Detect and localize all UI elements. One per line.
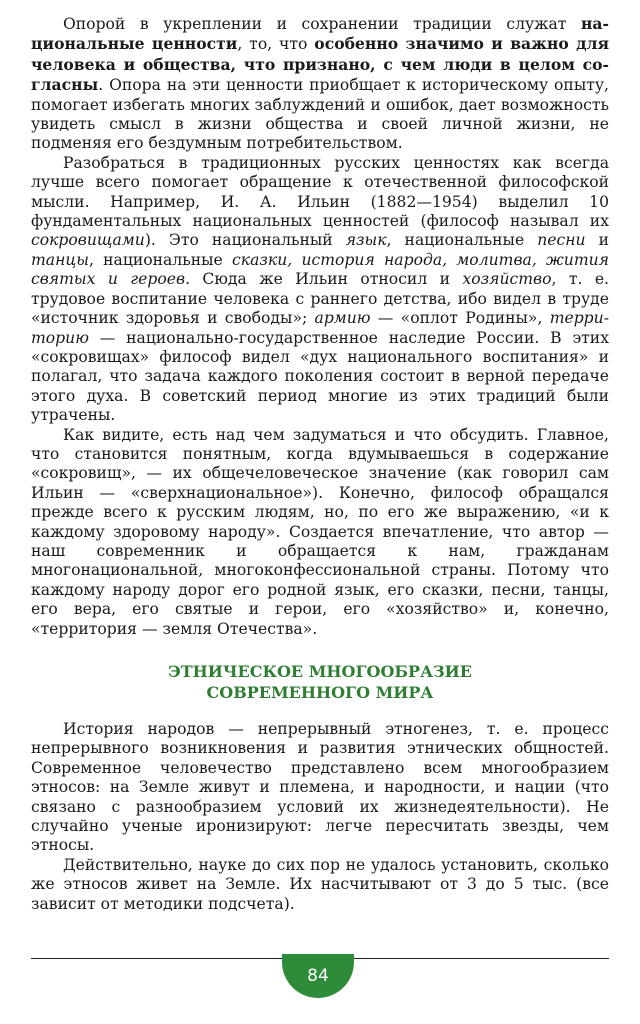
italic-term: танцы <box>31 250 89 269</box>
bold-definition: особенно значимо и важно для человека и общества, что признано, с чем люди в целом согласны <box>31 34 610 95</box>
text-run: Опорой в укреплении и сохранении традиции служат <box>63 15 581 33</box>
text-run: . Сюда же Ильин относил и <box>185 270 463 289</box>
italic-term: песни <box>537 231 586 250</box>
text-run: , то, что <box>237 35 315 54</box>
paragraph-discussion: Как видите, есть над чем задуматься и что обсудить. Главное, что становится понятным, когда вдумываешься в содержание «сокровищ», — их общечеловеческое значение (как говорил сам Ильин — «сверхнациональное»). Конечно, философ обращался прежде всего к русским людям, но, по его же выражению, «и к каждому здоровому народу». Создается впечатление, что автор — наш современник и обращается к нам, гражданам многонациональной, многоконфессиональной страны. Потому что каждому народу дорог его родной язык, его сказки, песни, танцы, его вера, его святые и герои, его «хозяйство» и, конечно, «территория — земля Отечества». <box>31 425 609 638</box>
italic-term: армию <box>314 309 371 328</box>
italic-term: сокровищами <box>31 231 145 250</box>
page-number-badge <box>282 954 354 998</box>
paragraph-ethnogenesis: История народов — непрерывный этногенез, т. е. процесс непрерывного возникновения и развития этнических общностей. Современное человечество представлено всем многообразием этносов: на Земле живут и племена, и народности, и нации (что связано с разнообразием условий их жизнедеятельности). Не случайно ученые иронизируют: легче пересчитать звезды, чем этносы. <box>31 720 609 855</box>
italic-term: территорию <box>31 309 609 347</box>
text-run: ). Это национальный <box>144 231 346 250</box>
text-run: , т. е. трудовое воспитание человека с раннего детства, ибо видел в труде «источник здоровья и свободы»; <box>31 270 610 328</box>
text-run: , национальные <box>386 231 538 250</box>
section-heading <box>31 661 609 703</box>
page-body <box>31 14 609 914</box>
italic-term: хозяйство <box>462 270 552 289</box>
section-heading-line-2: СОВРЕМЕННОГО МИРА <box>206 683 434 702</box>
text-run: — национально-государственное наследие России. В этих «сокровищах» философ видел «дух национального воспитания» и полагал, что задача каждого поколения состоит в верной передаче этого духа. В советский период многие из этих традиций были утрачены. <box>31 328 609 425</box>
text-run: , национальные <box>88 250 233 269</box>
bold-term-national-values: национальные ценности <box>31 14 609 54</box>
section-heading-line-1: ЭТНИЧЕСКОЕ МНОГООБРАЗИЕ <box>168 662 472 681</box>
text-run: Разобраться в традиционных русских ценностях как всегда лучше всего помогает обращение к отечественной философской мысли. Например, И. А. Ильин (1882—1954) выделил 10 фундаментальных национальных ценностей (философ называл их <box>31 153 609 231</box>
paragraph-ethnos-count: Действительно, науке до сих пор не удалось установить, сколько же этносов живет на Земле. Их насчитывают от 3 до 5 тыс. (все зависит от методики подсчета). <box>31 855 609 913</box>
italic-term: язык <box>345 231 387 250</box>
text-run: и <box>585 231 609 250</box>
text-run: — «оплот Родины», <box>370 309 550 328</box>
text-run: . Опора на эти ценности приобщает к историческому опыту, помогает избегать многих заблуждений и ошибок, дает возможность увидеть смысл в жизни общества и своей личной жизни, не подменяя его бездумным потребительством. <box>31 76 609 153</box>
paragraph-ilyin <box>31 154 609 426</box>
page-number: 84 <box>307 966 329 986</box>
paragraph-traditions <box>31 14 609 154</box>
italic-term: сказки, история народа, молитва, жития святых и героев <box>31 250 609 289</box>
